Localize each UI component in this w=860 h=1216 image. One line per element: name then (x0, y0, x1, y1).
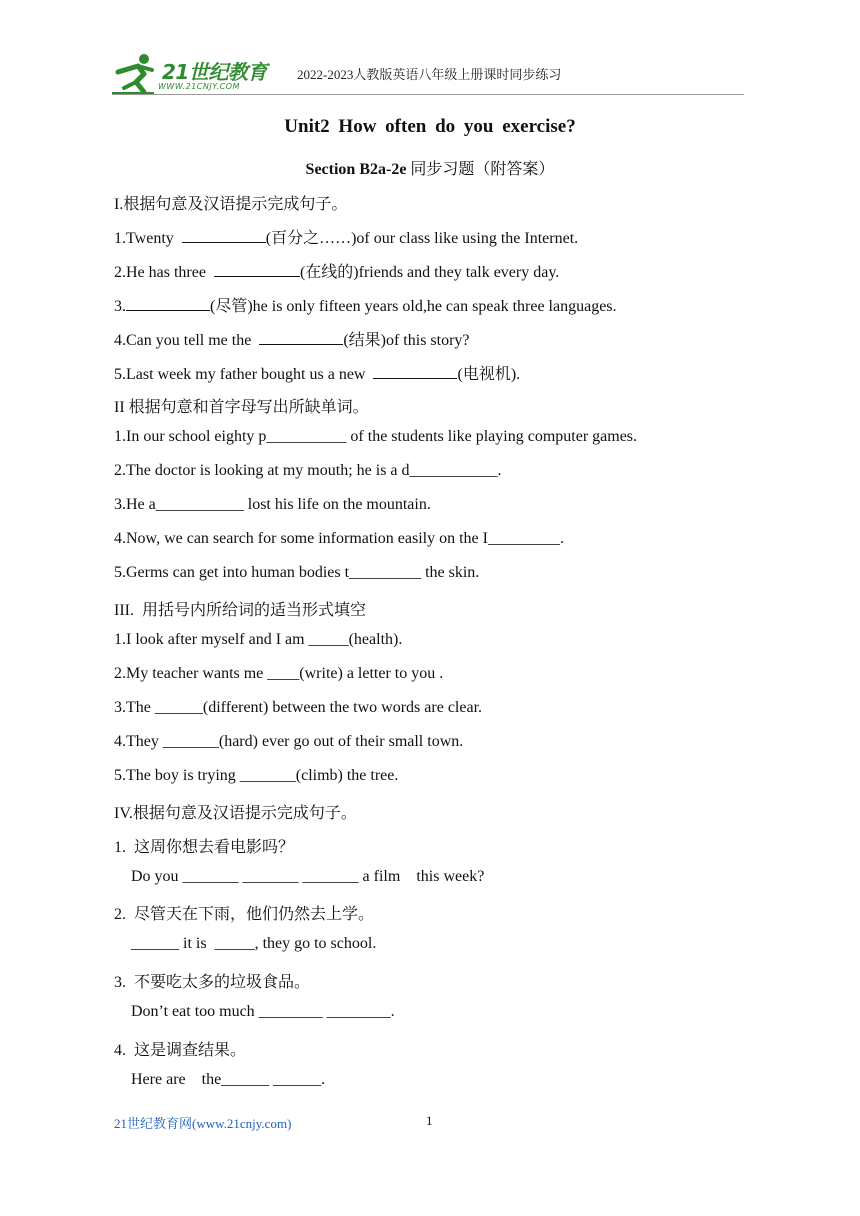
s2-question-4: 4.Now, we can search for some information easily on the I_________. (114, 530, 564, 547)
s4-question-4-en: Here are the______ ______. (131, 1071, 326, 1088)
s2-question-1: 1.In our school eighty p__________ of the students like playing computer games. (114, 428, 638, 445)
section-2-heading: II 根据句意和首字母写出所缺单词。 (114, 399, 369, 416)
section-4-heading: IV.根据句意及汉语提示完成句子。 (114, 805, 357, 822)
runner-logo-icon (110, 52, 162, 96)
s3-question-1: 1.I look after myself and I am _____(health). (114, 631, 403, 648)
section-3-heading: III. 用括号内所给词的适当形式填空 (114, 602, 366, 619)
s4-question-1-en: Do you _______ _______ _______ a film this week? (131, 868, 485, 885)
s4-question-1-cn: 1. 这周你想去看电影吗？ (114, 839, 295, 856)
s1-question-2: 2.He has three (在线的)friends and they talk every day. (114, 264, 560, 281)
header-title: 2022-2023人教版英语八年级上册课时同步练习 (297, 67, 562, 82)
subtitle-rest: 同步习题（附答案） (406, 161, 555, 178)
s4-question-2-cn: 2. 尽管天在下雨，他们仍然去上学。 (114, 906, 375, 923)
logo-text: 21世纪教育 (162, 60, 267, 84)
logo-url: WWW.21CNJY.COM (158, 82, 240, 91)
page-subtitle (0, 156, 860, 179)
s2-question-2: 2.The doctor is looking at my mouth; he is a d___________. (114, 462, 502, 479)
s4-question-2-en: ______ it is _____, they go to school. (131, 935, 377, 952)
s4-question-3-cn: 3. 不要吃太多的垃圾食品。 (114, 974, 311, 991)
s1-question-4: 4.Can you tell me the (结果)of this story? (114, 332, 470, 349)
s1-question-5: 5.Last week my father bought us a new (电视机). (114, 366, 521, 383)
s3-question-3: 3.The ______(different) between the two words are clear. (114, 699, 483, 716)
s4-question-3-en: Don’t eat too much ________ ________. (131, 1003, 395, 1020)
page-title: Unit2 How often do you exercise? (284, 116, 576, 137)
header-divider (112, 94, 744, 95)
s3-question-4: 4.They _______(hard) ever go out of their small town. (114, 733, 464, 750)
s1-question-1: 1.Twenty (百分之……)of our class like using the Internet. (114, 230, 579, 247)
logo (110, 52, 275, 96)
s1-question-3: 3. (尽管)he is only fifteen years old,he can speak three languages. (114, 298, 617, 315)
s3-question-2: 2.My teacher wants me ____(write) a letter to you . (114, 665, 444, 682)
s4-question-4-cn: 4. 这是调查结果。 (114, 1042, 247, 1059)
s3-question-5: 5.The boy is trying _______(climb) the tree. (114, 767, 399, 784)
s2-question-5: 5.Germs can get into human bodies t_________ the skin. (114, 564, 480, 581)
subtitle-section: Section B2a-2e (305, 161, 407, 178)
s2-question-3: 3.He a___________ lost his life on the mountain. (114, 496, 431, 513)
page-number: 1 (426, 1113, 433, 1128)
section-1-heading: I.根据句意及汉语提示完成句子。 (114, 196, 348, 213)
footer-site-link[interactable]: 21世纪教育网(www.21cnjy.com) (114, 1116, 292, 1131)
